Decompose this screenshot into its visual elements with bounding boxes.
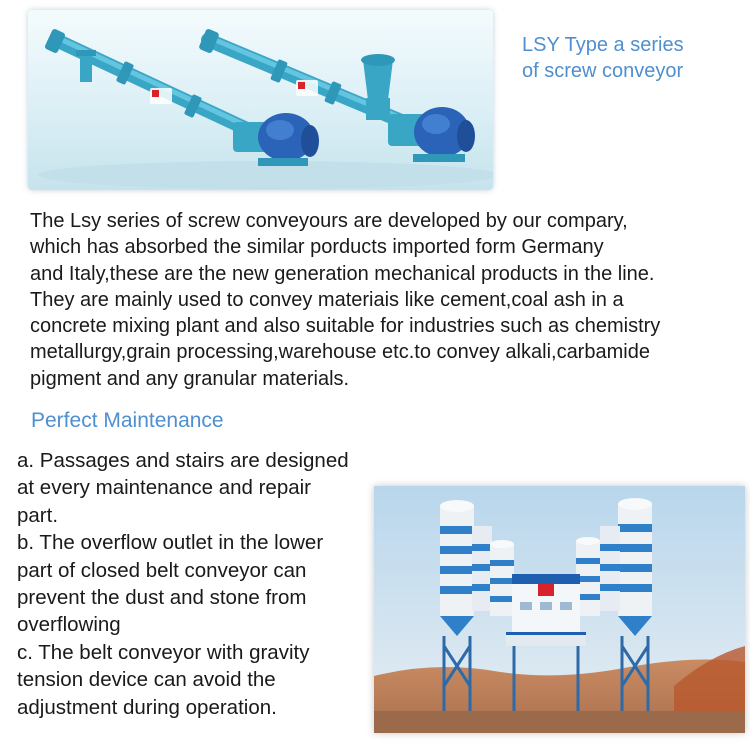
batching-plant-illustration [374,486,745,733]
maintenance-line: c. The belt conveyor with gravity [17,640,310,664]
maintenance-line: b. The overflow outlet in the lower [17,531,324,555]
maintenance-line: a. Passages and stairs are designed [17,449,349,472]
maintenance-line: at every maintenance and repair [17,476,312,500]
screw-conveyor-photo [28,10,493,190]
maintenance-line: adjustment during operation. [17,695,277,719]
batching-plant-photo [374,486,745,733]
mixing-building [506,574,586,646]
maintenance-heading: Perfect Maintenance [31,409,224,432]
product-title-line-2: of screw conveyor [522,60,684,82]
screw-conveyor-left [44,28,319,166]
intro-line: and Italy,these are the new generation mechanical products in the line. [30,262,655,285]
intro-line: The Lsy series of screw conveyours are developed by our compary, [30,210,628,232]
maintenance-line: part of closed belt conveyor can [17,558,307,582]
intro-line: which has absorbed the similar porducts imported form Germany [30,236,604,259]
maintenance-line: overflowing [17,613,121,637]
intro-paragraph [30,208,750,392]
intro-line: metallurgy,grain processing,warehouse etc.to convey alkali,carbamide [30,341,650,364]
screw-conveyor-illustration [28,10,493,190]
product-title-line-1: LSY Type a series [522,34,684,56]
intro-line: They are mainly used to convey materiais like cement,coal ash in a [30,288,624,311]
maintenance-line: prevent the dust and stone from [17,586,307,610]
intro-line: pigment and any granular materials. [30,367,350,390]
maintenance-line: part. [17,503,59,527]
maintenance-line: tension device can avoid the [17,668,276,692]
product-title [522,32,742,84]
intro-line: concrete mixing plant and also suitable for industries such as chemistry [30,315,661,338]
